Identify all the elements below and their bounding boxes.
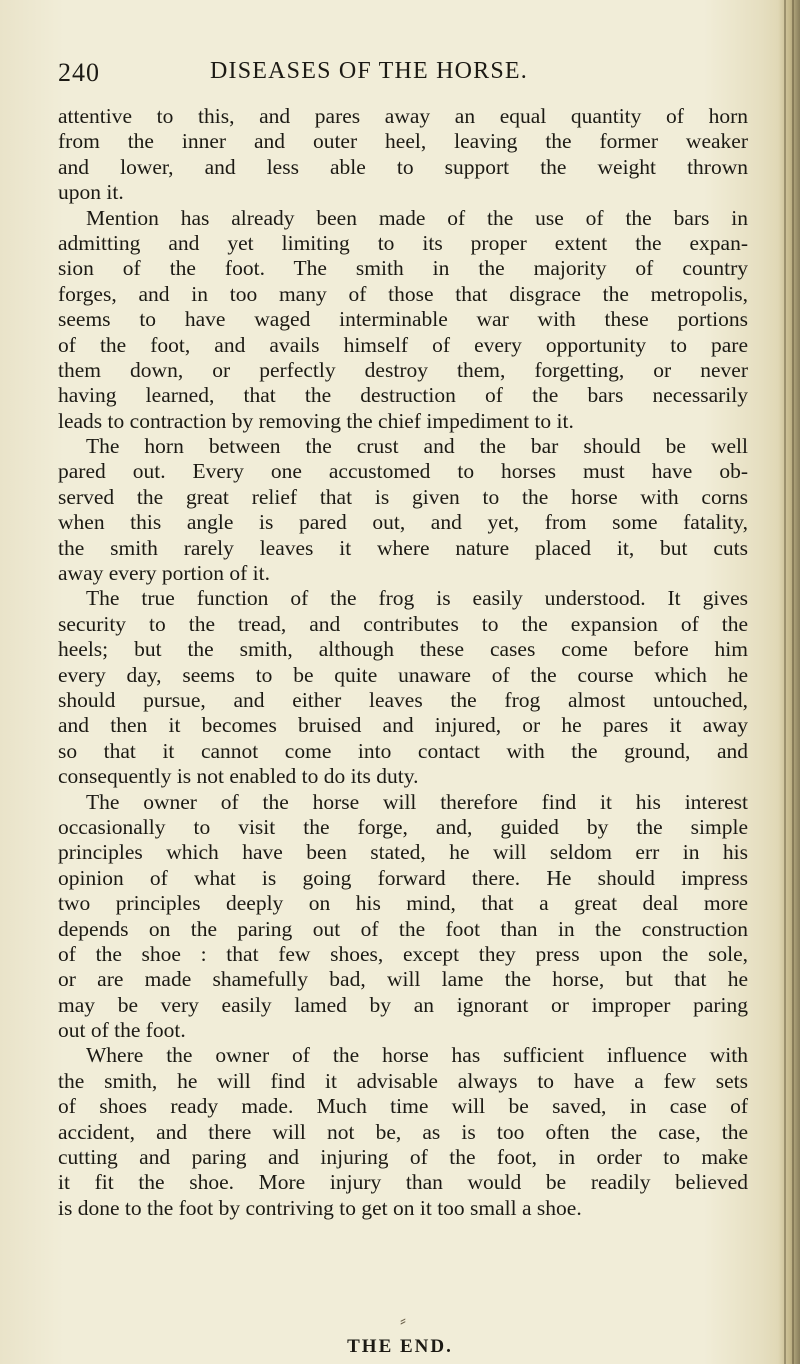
text-line: the smith rarely leaves it where nature placed it, but cuts bbox=[58, 535, 748, 560]
text-line: sion of the foot. The smith in the majority of country bbox=[58, 256, 748, 281]
running-head: DISEASES OF THE HORSE. bbox=[210, 58, 528, 84]
the-end-label: THE END. bbox=[347, 1336, 453, 1357]
text-line: or are made shamefully bad, will lame the horse, but that he bbox=[58, 967, 748, 992]
page-edge-line bbox=[784, 0, 786, 1364]
text-line: leads to contraction by removing the chief impediment to it. bbox=[58, 408, 574, 433]
body-text bbox=[58, 104, 748, 1221]
text-line: pared out. Every one accustomed to horses must have ob- bbox=[58, 459, 748, 484]
text-line: from the inner and outer heel, leaving the former weaker bbox=[58, 129, 748, 154]
text-line: opinion of what is going forward there. He should impress bbox=[58, 865, 748, 890]
text-line: Mention has already been made of the use of the bars in bbox=[86, 205, 748, 230]
text-line: when this angle is pared out, and yet, from some fatality, bbox=[58, 510, 748, 535]
text-line: out of the foot. bbox=[58, 1018, 186, 1043]
text-line: heels; but the smith, although these cases come before him bbox=[58, 637, 748, 662]
text-line: Where the owner of the horse has sufficient influence with bbox=[86, 1043, 748, 1068]
text-line: security to the tread, and contributes to the expansion of the bbox=[58, 611, 748, 636]
text-line: depends on the paring out of the foot than in the construction bbox=[58, 916, 748, 941]
text-line: forges, and in too many of those that disgrace the metropolis, bbox=[58, 281, 748, 306]
text-line: may be very easily lamed by an ignorant or improper paring bbox=[58, 992, 748, 1017]
text-line: principles which have been stated, he will seldom err in his bbox=[58, 840, 748, 865]
text-line: of shoes ready made. Much time will be saved, in case of bbox=[58, 1094, 748, 1119]
text-line: The horn between the crust and the bar should be well bbox=[86, 434, 748, 459]
text-line: of the foot, and avails himself of every opportunity to pare bbox=[58, 332, 748, 357]
text-line: away every portion of it. bbox=[58, 561, 270, 586]
text-line: of the shoe : that few shoes, except they press upon the sole, bbox=[58, 941, 748, 966]
text-line: is done to the foot by contriving to get on it too small a shoe. bbox=[58, 1195, 582, 1220]
text-line: it fit the shoe. More injury than would be readily believed bbox=[58, 1170, 748, 1195]
text-line: and lower, and less able to support the weight thrown bbox=[58, 154, 748, 179]
text-line: The true function of the frog is easily understood. It gives bbox=[86, 586, 748, 611]
ornament-mark: ⸗ bbox=[400, 1310, 406, 1330]
text-line: so that it cannot come into contact with the ground, and bbox=[58, 738, 748, 763]
text-line: having learned, that the destruction of the bars necessarily bbox=[58, 383, 748, 408]
text-line: two principles deeply on his mind, that a great deal more bbox=[58, 891, 748, 916]
page-edge-line bbox=[792, 0, 794, 1364]
text-line: admitting and yet limiting to its proper extent the expan- bbox=[58, 230, 748, 255]
text-line: them down, or perfectly destroy them, forgetting, or never bbox=[58, 357, 748, 382]
text-line: attentive to this, and pares away an equal quantity of horn bbox=[58, 104, 748, 128]
text-line: consequently is not enabled to do its duty. bbox=[58, 764, 419, 789]
text-line: and then it becomes bruised and injured, or he pares it away bbox=[58, 713, 748, 738]
page-header bbox=[58, 58, 758, 94]
text-line: served the great relief that is given to the horse with corns bbox=[58, 484, 748, 509]
text-line: seems to have waged interminable war with these portions bbox=[58, 307, 748, 332]
text-line: cutting and paring and injuring of the foot, in order to make bbox=[58, 1145, 748, 1170]
text-line: should pursue, and either leaves the frog almost untouched, bbox=[58, 687, 748, 712]
text-line: the smith, he will find it advisable always to have a few sets bbox=[58, 1068, 748, 1093]
text-line: accident, and there will not be, as is too often the case, the bbox=[58, 1119, 748, 1144]
text-line: every day, seems to be quite unaware of the course which he bbox=[58, 662, 748, 687]
text-line: occasionally to visit the forge, and, guided by the simple bbox=[58, 814, 748, 839]
page-number: 240 bbox=[58, 58, 100, 87]
page-edge-shadow bbox=[778, 0, 800, 1364]
text-line: upon it. bbox=[58, 180, 124, 205]
text-line: The owner of the horse will therefore find it his interest bbox=[86, 789, 748, 814]
